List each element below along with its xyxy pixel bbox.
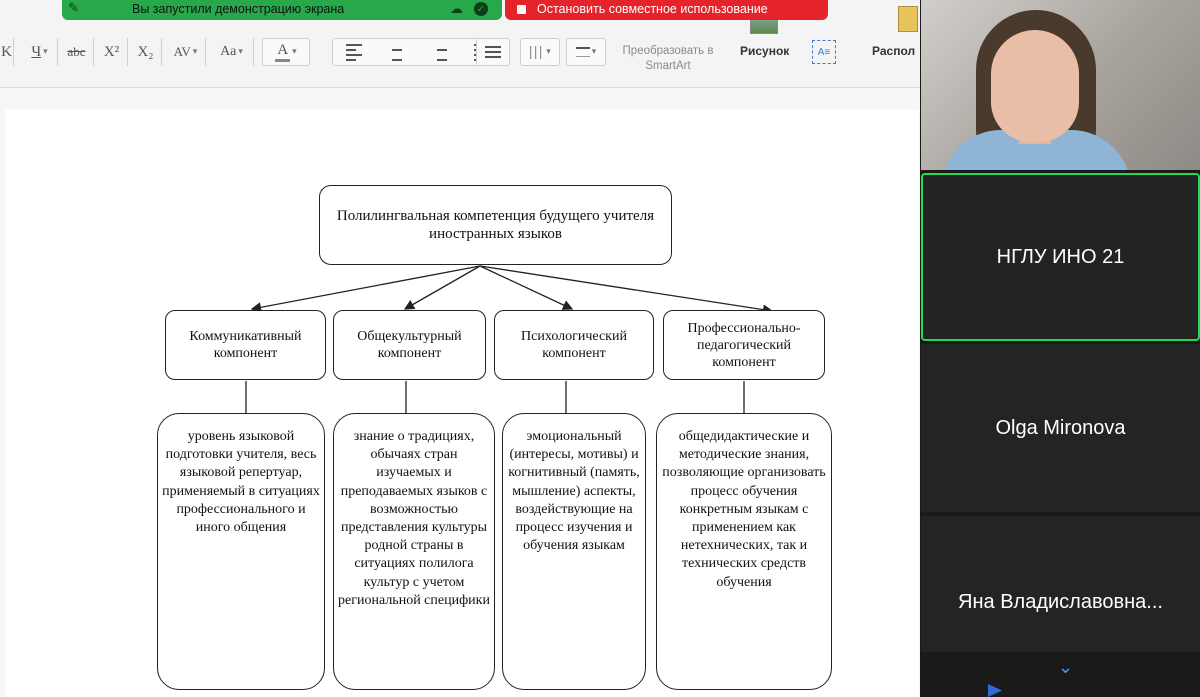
underline-button[interactable]: Ч ▾: [22, 38, 58, 66]
participant-name: Olga Mironova: [995, 416, 1126, 439]
pin-icon[interactable]: ✎: [68, 0, 79, 15]
arrange-button[interactable]: Распол: [872, 44, 916, 58]
description-cultural: знание о традициях, обычаях стран изучаемых и преподаваемых языков с возможностью представления культуры родной страны в ситуациях полилога культур с учетом региональной специфики: [333, 413, 495, 690]
text-box-icon[interactable]: A≡: [812, 40, 836, 64]
participant-video[interactable]: [921, 0, 1200, 170]
font-color-button[interactable]: A ▾: [262, 38, 310, 66]
stop-sharing-label: Остановить совместное использование: [537, 2, 768, 16]
borders-button[interactable]: ▾: [566, 38, 606, 66]
superscript-button[interactable]: X²: [96, 38, 128, 66]
participant-name: НГЛУ ИНО 21: [996, 245, 1125, 268]
description-psychological: эмоциональный (интересы, мотивы) и когнитивный (память, мышление) аспекты, воздействующие на процесс изучения и обучения языкам: [502, 413, 646, 690]
component-cultural: Общекультурный компонент: [333, 310, 486, 380]
description-communicative: уровень языковой подготовки учителя, весь языковой репертуар, применяемый в ситуациях профессионального и иного общения: [157, 413, 325, 690]
subscript-button[interactable]: X₂: [130, 38, 162, 66]
participant-tile[interactable]: [921, 516, 1200, 652]
cloud-icon[interactable]: ☁: [450, 1, 463, 16]
component-professional: Профессионально-педагогический компонент: [663, 310, 825, 380]
participant-tile-active[interactable]: [921, 173, 1200, 341]
participant-name: Яна Владиславовна...: [958, 591, 1163, 613]
picture-button[interactable]: Рисунок: [740, 44, 790, 58]
description-professional: общедидактические и методические знания, позволяющие организовать процесс обучения конкретным языкам с применением как нетехнических, так и технических средств обучения: [656, 413, 832, 690]
arrow-to-professional: [480, 266, 772, 311]
component-psychological: Психологический компонент: [494, 310, 654, 380]
change-case-button[interactable]: Aa ▾: [210, 38, 254, 66]
columns-button[interactable]: ||| ▾: [520, 38, 560, 66]
sharing-status-text: Вы запустили демонстрацию экрана: [132, 2, 345, 16]
root-node: Полилингвальная компетенция будущего учителя иностранных языков: [319, 185, 672, 265]
strikethrough-button[interactable]: abc: [60, 38, 94, 66]
convert-smartart-button[interactable]: Преобразовать в SmartArt: [622, 45, 714, 72]
participant-tile[interactable]: [921, 344, 1200, 512]
char-spacing-button[interactable]: AV ▾: [166, 38, 206, 66]
italic-button[interactable]: K: [0, 38, 14, 66]
chevron-down-icon[interactable]: ⌄: [1058, 657, 1074, 678]
component-communicative: Коммуникативный компонент: [165, 310, 326, 380]
security-check-icon[interactable]: ✓: [474, 2, 488, 16]
arrow-to-communicative: [252, 266, 480, 309]
